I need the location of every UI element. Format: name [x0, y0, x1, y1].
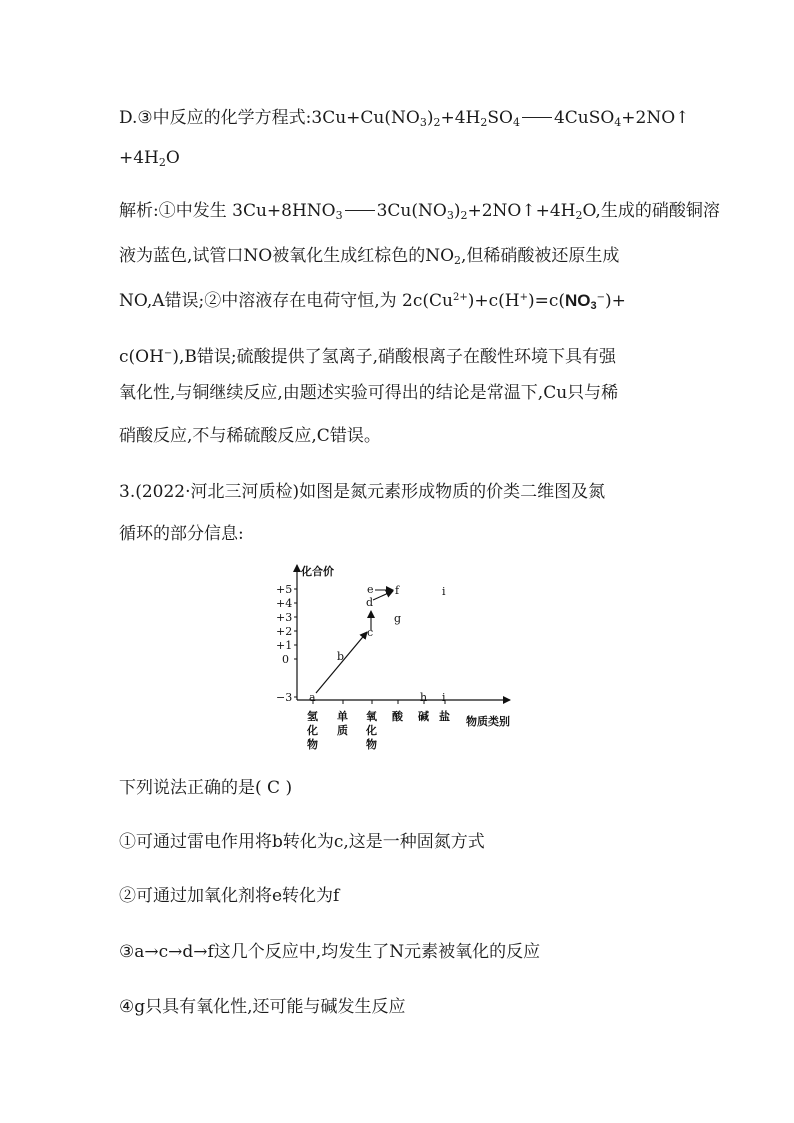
y-tick-label: +2 — [276, 625, 293, 638]
equals-arrow — [345, 210, 375, 211]
arrow-d-to-f — [373, 591, 393, 600]
x-cat-oxide: 氧 — [366, 710, 377, 723]
x-cat-salt: 盐 — [439, 710, 450, 723]
y-tick-label: +4 — [276, 597, 293, 610]
svg-text:化: 化 — [366, 724, 377, 737]
point-h: h — [420, 691, 428, 704]
statement-3: ③a→c→d→f这几个反应中,均发生了N元素被氧化的反应 — [119, 942, 541, 962]
statement-1: ①可通过雷电作用将b转化为c,这是一种固氮方式 — [119, 832, 485, 852]
statement-4: ④g只具有氧化性,还可能与碱发生反应 — [119, 997, 406, 1017]
point-f: f — [395, 584, 400, 597]
question-stem-line-1: 3.(2022·河北三河质检)如图是氮元素形成物质的价类二维图及氮 — [119, 482, 606, 502]
arrow-a-to-c — [316, 632, 367, 693]
x-cat-element: 单 — [337, 710, 348, 723]
x-cat-base: 碱 — [418, 710, 429, 723]
y-ticks — [276, 583, 297, 704]
analysis-line-2: 液为蓝色,试管口NO被氧化生成红棕色的$NO_2$,但稀硝酸被还原生成 — [119, 246, 620, 267]
point-b: b — [337, 650, 345, 663]
svg-text:物: 物 — [366, 738, 377, 751]
question-stem-line-2: 循环的部分信息: — [119, 524, 244, 544]
point-i-high: i — [442, 585, 446, 598]
x-cat-acid: 酸 — [392, 710, 403, 723]
statement-2: ②可通过加氧化剂将e转化为f — [119, 886, 340, 906]
svg-text:质: 质 — [337, 724, 348, 737]
svg-text:物: 物 — [307, 738, 318, 751]
point-e: e — [367, 583, 374, 596]
y-tick-label: +1 — [276, 639, 293, 652]
point-a: a — [309, 691, 316, 704]
x-axis-title: 物质类别 — [466, 715, 510, 728]
y-tick-label: −3 — [276, 691, 293, 704]
x-cat-hydride: 氢 — [307, 710, 318, 723]
svg-text:化: 化 — [307, 724, 318, 737]
nitrogen-valence-class-diagram — [270, 560, 560, 760]
analysis-line-4: c(OH−),B错误;硫酸提供了氢离子,硝酸根离子在酸性环境下具有强 — [119, 347, 616, 367]
point-i-low: i — [442, 691, 446, 704]
equals-arrow — [522, 117, 552, 118]
point-c: c — [367, 626, 374, 639]
option-d-continuation: $+4H_2O$ — [119, 148, 180, 169]
analysis-line-1: 解析:①中发生 $3Cu+8HNO_3$ $3Cu(NO_3)_2+2NO↑+4H_2O$,生成的硝酸铜溶 — [119, 201, 720, 222]
option-d-line: D.③中反应的化学方程式$:3Cu+Cu(NO_3)_2+4H_2SO_4$ 4CuSO$_4$+2NO↑ — [119, 108, 690, 129]
analysis-line-3: NO,A错误;②中溶液存在电荷守恒,为 $2c(Cu^{2+})+c(H^+)=c(NO_3^-)+$ — [119, 291, 626, 312]
y-tick-label: 0 — [282, 653, 289, 666]
diagram-svg — [270, 560, 560, 760]
y-tick-label: +5 — [276, 583, 293, 596]
x-category-labels — [306, 709, 450, 751]
analysis-line-6: 硝酸反应,不与稀硫酸反应,C错误。 — [119, 426, 381, 446]
point-d: d — [366, 596, 374, 609]
question-prompt: 下列说法正确的是( C ) — [119, 778, 293, 798]
y-tick-label: +3 — [276, 611, 293, 624]
analysis-line-5: 氧化性,与铜继续反应,由题述实验可得出的结论是常温下,Cu只与稀 — [119, 383, 619, 403]
point-g: g — [394, 612, 402, 625]
y-axis-title: 化合价 — [301, 565, 334, 578]
